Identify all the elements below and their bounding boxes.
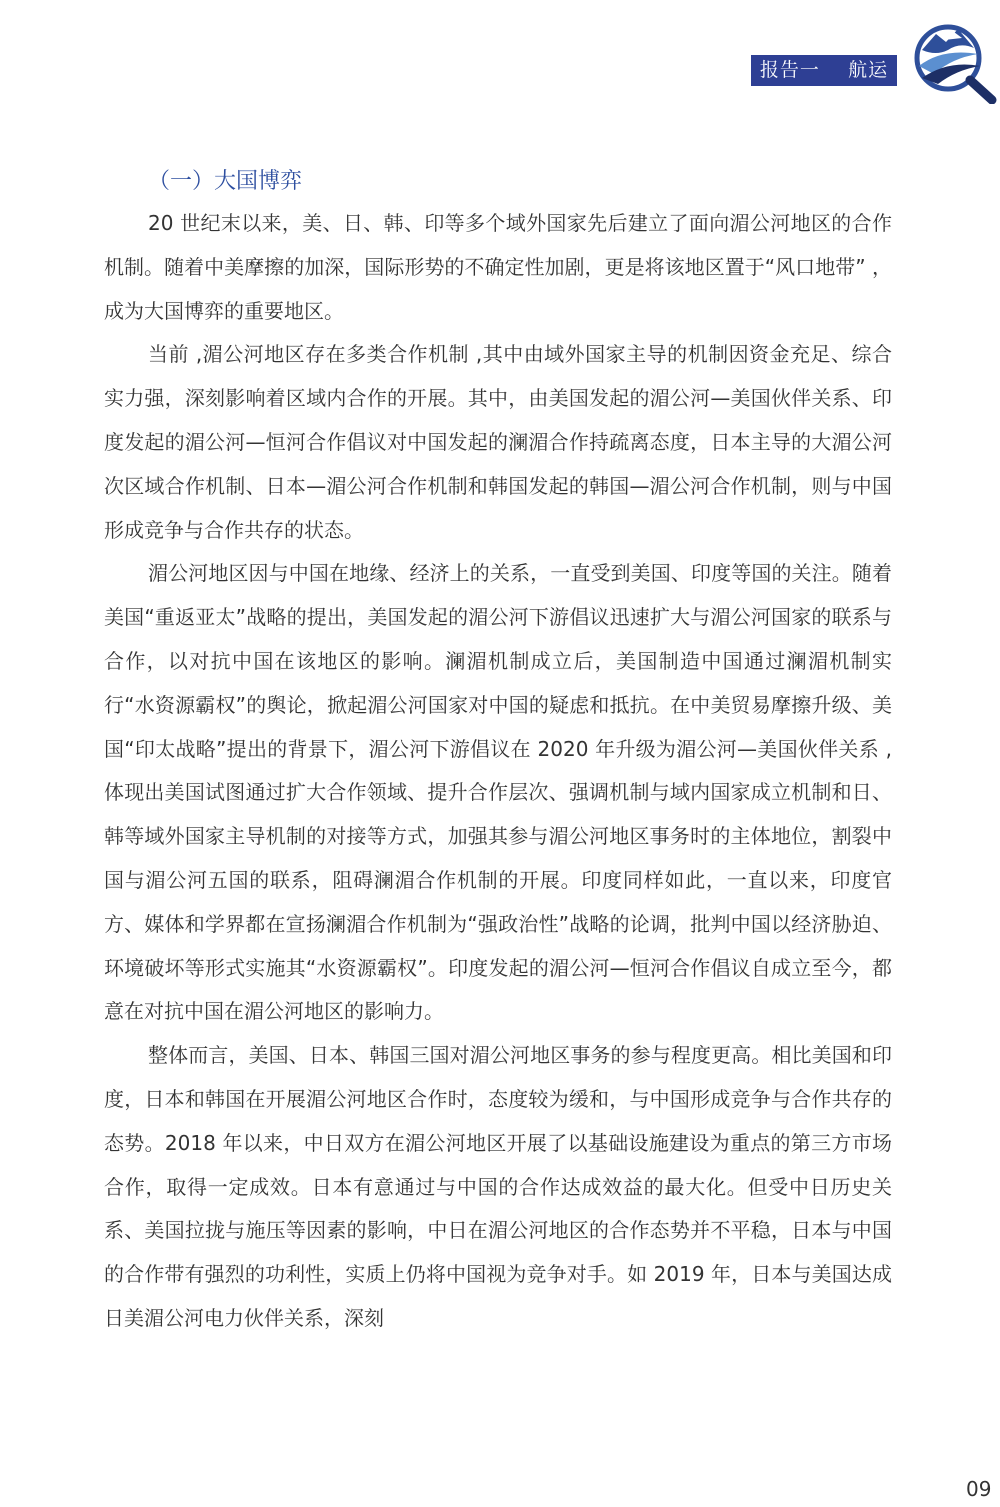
body-text [104,202,892,1341]
page-number: 09 [966,1477,992,1501]
section-heading: （一）大国博弈 [148,169,303,194]
paragraph: 整体而言，美国、日本、韩国三国对湄公河地区事务的参与程度更高。相比美国和印度，日本和韩国在开展湄公河地区合作时，态度较为缓和，与中国形成竞争与合作共存的态势。2018 年以来，中日双方在湄公河地区开展了以基础设施建设为重点的第三方市场合作，取得一定成效。日本有意通过与中国的合作达成效益的最大化。但受中日历史关系、美国拉拢与施压等因素的影响，中日在湄公河地区的合作态势并不平稳，日本与中国的合作带有强烈的功利性，实质上仍将中国视为竞争对手。如 2019 年，日本与美国达成日美湄公河电力伙伴关系，深刻 [104,1043,892,1330]
paragraph: 20 世纪末以来，美、日、韩、印等多个域外国家先后建立了面向湄公河地区的合作机制。随着中美摩擦的加深，国际形势的不确定性加剧，更是将该地区置于“风口地带” ，成为大国博弈的重要地区。 [104,211,892,323]
report-section-badge: 报告一 航运 [751,55,897,86]
paragraph: 当前 ,湄公河地区存在多类合作机制 ,其中由域外国家主导的机制因资金充足、综合实力强，深刻影响着区域内合作的开展。其中，由美国发起的湄公河—美国伙伴关系、印度发起的湄公河—恒河合作倡议对中国发起的澜湄合作持疏离态度，日本主导的大湄公河次区域合作机制、日本—湄公河合作机制和韩国发起的韩国—湄公河合作机制，则与中国形成竞争与合作共存的状态。 [104,342,892,542]
paragraph: 湄公河地区因与中国在地缘、经济上的关系，一直受到美国、印度等国的关注。随着美国“重返亚太”战略的提出，美国发起的湄公河下游倡议迅速扩大与湄公河国家的联系与合作，以对抗中国在该地区的影响。澜湄机制成立后，美国制造中国通过澜湄机制实行“水资源霸权”的舆论，掀起湄公河国家对中国的疑虑和抵抗。在中美贸易摩擦升级、美国“印太战略”提出的背景下，湄公河下游倡议在 2020 年升级为湄公河—美国伙伴关系 ,体现出美国试图通过扩大合作领域、提升合作层次、强调机制与域内国家成立机制和日、韩等域外国家主导机制的对接等方式，加强其参与湄公河地区事务时的主体地位，割裂中国与湄公河五国的联系，阻碍澜湄合作机制的开展。印度同样如此，一直以来，印度官方、媒体和学界都在宣扬澜湄合作机制为“强政治性”战略的论调，批判中国以经济胁迫、环境破坏等形式实施其“水资源霸权”。印度发起的湄公河—恒河合作倡议自成立至今，都意在对抗中国在湄公河地区的影响力。 [104,561,892,1024]
magnifier-mountain-river-logo-icon [908,20,998,104]
